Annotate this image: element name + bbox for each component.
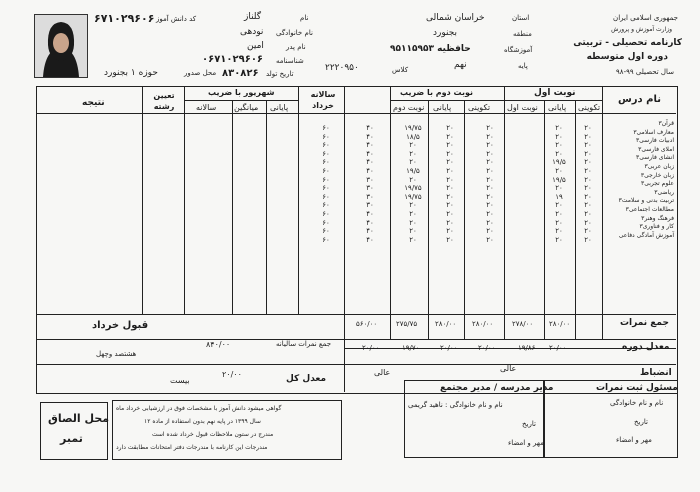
registrar-name: نام و نام خانوادگی	[610, 399, 664, 407]
table-header-line	[36, 113, 676, 114]
student-code-value: ۶۷۱۰۲۹۶۰۶	[94, 12, 155, 25]
id-value: ۰۶۷۱۰۲۹۶۰۶	[202, 54, 264, 65]
subject-name: زبان خارجی۳	[640, 171, 674, 179]
avg-formative2: ۲۰/۰۰	[440, 344, 458, 352]
discipline-turn2: عالی	[374, 368, 391, 377]
academic-year	[616, 68, 674, 76]
sub-annual: سالانه	[196, 103, 217, 112]
grade-cell-turn2: ۴۰	[366, 149, 374, 158]
avg-turn1: ۲۰/۰۰	[478, 344, 496, 352]
grade-cell-annual: ۶۰	[322, 166, 330, 175]
total-formative1: ۲۸۰/۰۰	[549, 320, 571, 328]
certificate-line-1: گواهی میشود دانش آموز با مشخصات فوق در ارزشیابی خرداد ماه	[116, 405, 282, 412]
total-row-bottom-line	[36, 339, 676, 340]
grade-cell-turn1: ۲۰	[486, 149, 494, 158]
grade-cell-formative2: ۲۰	[446, 184, 454, 193]
subject-name: ریاضی۳	[654, 188, 674, 196]
grade-cell-formative1: ۲۰	[584, 124, 592, 132]
col-final2	[400, 124, 426, 244]
class-value: ۲۲۲۰۹۵۰	[325, 63, 359, 73]
grade-cell-turn1: ۲۰	[486, 184, 494, 193]
grade-cell-final1: ۱۹/۵	[552, 175, 566, 184]
sub-turn2: نوبت دوم	[393, 103, 425, 112]
grade-cell-turn1: ۲۰	[486, 166, 494, 175]
total-final1: ۲۷۸/۰۰	[512, 320, 534, 328]
school-value: ۹۵۱۱۵۹۵۳ حافظیه	[390, 44, 471, 54]
sub-final: پایانی	[548, 103, 567, 112]
sub-final2: پایانی	[433, 103, 452, 112]
sub-mid: میانگین	[234, 103, 259, 112]
grade-cell-final2: ۱۹/۷۵	[404, 124, 422, 132]
birth-value: ۸۳۰۸۲۶	[222, 68, 259, 79]
principal-sign: مهر و امضاء	[508, 439, 544, 447]
grade-cell-formative2: ۲۰	[446, 175, 454, 184]
grade-cell-annual: ۶۰	[322, 175, 330, 184]
grade-cell-turn2: ۴۰	[366, 158, 374, 167]
province-label: استان	[512, 14, 530, 22]
grade-cell-turn2: ۳۰	[366, 184, 374, 193]
grade-cell-formative2: ۲۰	[446, 132, 454, 141]
col-line-11	[184, 86, 185, 314]
stamp-label-1: محل الصاق	[48, 412, 110, 425]
issue-label: محل صدور	[184, 69, 217, 77]
class-label: کلاس	[392, 66, 409, 74]
total-label: جمع نمرات	[620, 318, 669, 328]
grade-cell-turn2: ۴۰	[366, 124, 374, 132]
col-line-4	[464, 100, 465, 339]
grade-cell-formative2: ۲۰	[446, 235, 454, 244]
turn2-header: نوبت دوم با ضریب	[400, 88, 473, 97]
turn1-subheader-line	[504, 100, 602, 101]
shahrivar-subheader-line	[184, 100, 298, 101]
col-line-6	[390, 86, 391, 339]
name-label: نام	[300, 14, 309, 22]
shahrivar-header: شهریور با ضریب	[208, 88, 275, 97]
subject-name: معارف اسلامی۳	[633, 128, 674, 136]
grade-cell-formative2: ۲۰	[446, 158, 454, 167]
stamp-label-2: تمبر	[60, 432, 83, 445]
name-value: گلناز	[244, 12, 262, 22]
grade-cell-annual: ۶۰	[322, 209, 330, 218]
grade-cell-turn1: ۲۰	[486, 218, 494, 227]
registrar-sign: مهر و امضاء	[616, 436, 652, 444]
grade-cell-turn2: ۴۰	[366, 227, 374, 236]
sub-final3: پایانی	[270, 103, 289, 112]
result-header: نتیجه	[82, 98, 105, 108]
overall-avg-words: بیست	[170, 376, 190, 385]
grade-cell-turn2: ۴۰	[366, 209, 374, 218]
subject-name: قرآن۳	[658, 120, 674, 127]
grade-cell-turn1: ۲۰	[486, 158, 494, 167]
col-turn2	[360, 124, 380, 244]
grade-cell-formative2: ۲۰	[446, 166, 454, 175]
avg-label: معدل دوره	[622, 342, 670, 352]
grade-cell-final1: ۲۰	[555, 166, 563, 175]
acceptance-status: قبول خرداد	[92, 320, 149, 331]
grade-cell-final1: ۲۰	[555, 209, 563, 218]
grade-cell-formative2: ۲۰	[446, 218, 454, 227]
grade-cell-annual: ۶۰	[322, 132, 330, 141]
col-line-subject	[602, 86, 603, 339]
major-header: تعیین رشته	[153, 91, 175, 111]
grade-cell-final2: ۲۰	[409, 141, 417, 150]
avg-formative1: ۲۰/۰۰	[549, 344, 567, 352]
grade-cell-formative2: ۲۰	[446, 201, 454, 210]
col-formative2	[440, 124, 460, 244]
registrar-date: تاریخ	[634, 418, 648, 426]
subject-name: زبان عربی۳	[644, 162, 674, 170]
region-label: منطقه	[513, 30, 532, 38]
grade-cell-final2: ۱۹/۷۵	[404, 192, 422, 201]
annual-sum-label: جمع نمرات سالیانه	[276, 340, 332, 348]
grade-cell-annual: ۶۰	[322, 184, 330, 193]
grade-cell-final1: ۱۹	[555, 192, 563, 201]
subject-name: املای فارسی۳	[638, 145, 674, 153]
grade-cell-turn1: ۲۰	[486, 132, 494, 141]
grade-cell-final1: ۲۰	[555, 124, 563, 132]
grade-cell-turn2: ۳۰	[366, 192, 374, 201]
grade-cell-formative1: ۲۰	[584, 184, 592, 193]
grade-cell-final2: ۲۰	[409, 209, 417, 218]
grade-cell-final2: ۲۰	[409, 227, 417, 236]
grade-cell-formative1: ۲۰	[584, 201, 592, 210]
grade-cell-final2: ۲۰	[409, 235, 417, 244]
grade-cell-turn2: ۴۰	[366, 141, 374, 150]
subject-name: کار و فناوری۳	[639, 223, 674, 231]
grade-label: پایه	[518, 62, 528, 70]
sub-formative2: تکوینی	[468, 103, 491, 112]
table-body-bottom-line	[36, 314, 676, 315]
grade-cell-turn1: ۲۰	[486, 235, 494, 244]
col-annual	[316, 124, 336, 244]
col-formative1	[578, 124, 598, 244]
certificate-line-3: مندرج در ستون ملاحظات قبول خرداد شده است	[152, 431, 274, 438]
col-line-7	[344, 86, 345, 392]
subject-name: ادبیات فارسی۳	[635, 137, 674, 145]
certificate-line-4: مندرجات این کارنامه با مندرجات دفتر امتحانات مطابقت دارد	[116, 444, 268, 451]
grade-cell-formative2: ۲۰	[446, 141, 454, 150]
grade-cell-final1: ۲۰	[555, 201, 563, 210]
col-line-9	[266, 100, 267, 314]
grade-cell-turn2: ۳۰	[366, 201, 374, 210]
col-line-5	[428, 100, 429, 339]
course-title: دوره اول متوسطه	[586, 52, 668, 62]
grade-cell-formative1: ۲۰	[584, 141, 592, 150]
grade-cell-final2: ۲۰	[409, 175, 417, 184]
grade-cell-annual: ۶۰	[322, 141, 330, 150]
subject-name: مطالعات اجتماعی۳	[625, 205, 674, 213]
grade-cell-turn2: ۳۰	[366, 175, 374, 184]
grade-cell-final1: ۲۰	[555, 141, 563, 150]
grade-cell-final1: ۲۰	[555, 218, 563, 227]
subject-name: تربیت بدنی و سلامت۳	[618, 197, 674, 205]
subject-name: علوم تجربی۳	[640, 180, 674, 188]
grade-cell-annual: ۶۰	[322, 201, 330, 210]
grade-cell-formative1: ۲۰	[584, 235, 592, 244]
grade-cell-annual: ۶۰	[322, 227, 330, 236]
col-line-12	[142, 86, 143, 314]
grade-cell-final2: ۲۰	[409, 218, 417, 227]
principal-name: نام و نام خانوادگی : ناهید گریمی	[408, 401, 503, 409]
grade-cell-turn1: ۲۰	[486, 141, 494, 150]
grade-cell-turn2: ۴۰	[366, 166, 374, 175]
avg-row-bottom-line	[36, 364, 676, 365]
col-final1	[548, 124, 570, 244]
sub-formative: تکوینی	[578, 103, 601, 112]
grade-cell-final1: ۲۰	[555, 235, 563, 244]
republic-title: جمهوری اسلامی ایران	[613, 14, 678, 22]
grade-cell-final2: ۲۰	[409, 201, 417, 210]
grade-value: نهم	[454, 60, 467, 70]
grade-cell-final2: ۲۰	[409, 158, 417, 167]
year-label: سال تحصیلی	[635, 68, 674, 76]
student-photo	[34, 14, 88, 78]
province-value: خراسان شمالی	[426, 13, 485, 23]
stamp-box	[40, 402, 108, 460]
grade-cell-annual: ۶۰	[322, 149, 330, 158]
grade-cell-final2: ۱۹/۷۵	[404, 184, 422, 193]
grade-cell-formative1: ۲۰	[584, 149, 592, 158]
student-code-label: کد دانش آموز	[156, 15, 197, 23]
overall-avg-label: معدل کل	[286, 374, 327, 384]
grade-cell-formative2: ۲۰	[446, 227, 454, 236]
subject-list	[604, 120, 674, 240]
col-turn1	[480, 124, 500, 244]
grade-cell-final1: ۲۰	[555, 132, 563, 141]
turn2-subheader-line	[390, 100, 504, 101]
report-title: کارنامه تحصیلی - تربیتی	[573, 38, 682, 48]
grade-cell-formative1: ۲۰	[584, 227, 592, 236]
id-label: شناسنامه	[276, 57, 304, 65]
grade-cell-formative1: ۲۰	[584, 132, 592, 141]
grade-cell-final1: ۲۰	[555, 184, 563, 193]
subject-name: فرهنگ وهنر۳	[641, 214, 674, 222]
region-value: بجنورد	[433, 28, 458, 38]
grade-cell-final2: ۱۸/۵	[406, 132, 420, 141]
grade-cell-formative1: ۲۰	[584, 209, 592, 218]
grade-cell-formative1: ۲۰	[584, 175, 592, 184]
col-line-10	[232, 100, 233, 314]
grade-cell-final1: ۲۰	[555, 149, 563, 158]
year-value: ۹۹-۹۸	[616, 68, 634, 76]
total-final2: ۲۷۵/۷۵	[396, 320, 418, 328]
grade-cell-final1: ۲۰	[555, 227, 563, 236]
grade-cell-formative2: ۲۰	[446, 192, 454, 201]
grade-cell-turn1: ۲۰	[486, 124, 494, 132]
grade-cell-formative1: ۲۰	[584, 158, 592, 167]
overall-avg-value: ۲۰/۰۰	[222, 370, 242, 379]
total-turn1: ۲۸۰/۰۰	[472, 320, 494, 328]
annual-header: سالانه خرداد	[310, 90, 336, 110]
grade-cell-formative2: ۲۰	[446, 149, 454, 158]
certificate-line-2: سال ۱۳۹۹ در پایه نهم بدون استفاده از ماده ۱۲	[144, 418, 261, 425]
ministry-title: وزارت آموزش و پرورش	[611, 26, 672, 33]
avg-final2: ۱۹/۷۰	[402, 344, 420, 352]
sub-turn1: نوبت اول	[507, 103, 538, 112]
grade-cell-final1: ۱۹/۵	[552, 158, 566, 167]
grade-cell-annual: ۶۰	[322, 158, 330, 167]
grade-cell-formative2: ۲۰	[446, 209, 454, 218]
grade-cell-turn2: ۴۰	[366, 218, 374, 227]
grade-cell-turn1: ۲۰	[486, 175, 494, 184]
col-line-1	[575, 100, 576, 339]
subject-header: نام درس	[618, 94, 662, 105]
annual-sum-value: ۸۴۰/۰۰	[206, 340, 231, 349]
avg-final1: ۱۹/۸۶	[518, 344, 536, 352]
principal-date: تاریخ	[522, 420, 536, 428]
turn1-header: نوبت اول	[534, 88, 576, 98]
grade-cell-annual: ۶۰	[322, 192, 330, 201]
grade-cell-turn1: ۲۰	[486, 201, 494, 210]
principal-title: مدیر مدرسه / مدیر مجتمع	[440, 383, 554, 393]
grade-cell-turn2: ۴۰	[366, 235, 374, 244]
grade-cell-turn1: ۲۰	[486, 209, 494, 218]
grade-cell-final2: ۱۹/۵	[406, 166, 420, 175]
family-label: نام خانوادگی	[276, 29, 313, 37]
school-label: آموزشگاه	[504, 46, 533, 54]
grade-cell-formative1: ۲۰	[584, 166, 592, 175]
father-label: نام پدر	[286, 43, 306, 51]
grade-cell-annual: ۶۰	[322, 235, 330, 244]
col-line-2	[544, 100, 545, 339]
annual-sum-words: هشتصد وچهل	[96, 350, 137, 358]
subject-name: انشای فارسی۳	[636, 154, 674, 162]
subject-name: آموزش آمادگی دفاعی	[618, 231, 674, 239]
father-value: امین	[247, 41, 264, 51]
grade-cell-formative1: ۲۰	[584, 218, 592, 227]
col-line-3	[504, 86, 505, 339]
col-line-8	[298, 86, 299, 314]
grade-cell-annual: ۶۰	[322, 124, 330, 132]
grade-cell-turn1: ۲۰	[486, 192, 494, 201]
grade-cell-formative1: ۲۰	[584, 192, 592, 201]
avg-turn2: ۲۰/۰۰	[362, 344, 380, 352]
family-value: نودهی	[240, 27, 264, 37]
total-turn2: ۵۶۰/۰۰	[356, 320, 378, 328]
grade-cell-formative2: ۲۰	[446, 124, 454, 132]
grade-cell-annual: ۶۰	[322, 218, 330, 227]
grade-cell-turn2: ۴۰	[366, 132, 374, 141]
discipline-label: انضباط	[640, 368, 672, 378]
registrar-title: مسئول ثبت نمرات	[596, 383, 678, 393]
issue-value: حوزه ۱ بجنورد	[104, 68, 158, 78]
birth-label: تاریخ تولد	[266, 70, 294, 78]
student-photo-image	[35, 15, 87, 77]
grade-cell-final2: ۲۰	[409, 149, 417, 158]
grade-cell-turn1: ۲۰	[486, 227, 494, 236]
total-formative2: ۲۸۰/۰۰	[435, 320, 457, 328]
discipline-turn1: عالی	[500, 364, 517, 373]
